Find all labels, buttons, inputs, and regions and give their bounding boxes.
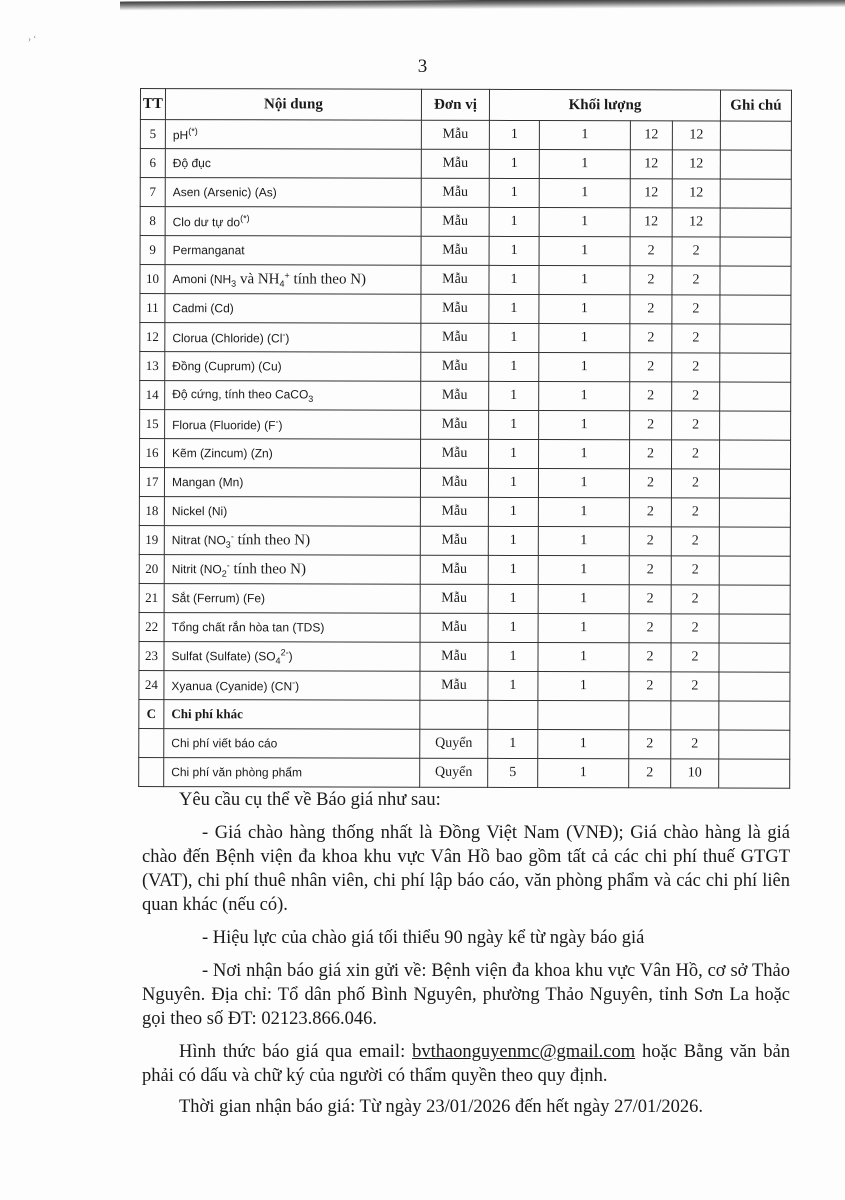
- cell-tt: 18: [139, 496, 164, 525]
- cell-content: [164, 584, 420, 614]
- cell-note: [720, 440, 791, 469]
- cell-quantity-q1: 1: [489, 120, 539, 149]
- submission-prefix: Hình thức báo giá qua email:: [179, 1042, 413, 1062]
- cell-unit: Mẫu: [421, 207, 489, 236]
- cell-note: [720, 150, 791, 179]
- table-row: [140, 265, 791, 296]
- cell-quantity-q2: 1: [538, 672, 629, 701]
- cell-quantity-q2: 1: [539, 179, 630, 208]
- cell-tt: 5: [140, 120, 165, 149]
- superscript: -: [282, 329, 286, 340]
- cell-tt: 16: [140, 439, 165, 468]
- cell-quantity-q1: 1: [488, 642, 538, 671]
- table-row: [139, 525, 790, 556]
- cell-content: [165, 381, 421, 411]
- cell-quantity-q1: 1: [489, 149, 539, 178]
- cell-quantity-q3: 2: [629, 614, 671, 643]
- cell-unit: Mẫu: [420, 526, 488, 555]
- cell-unit: Mẫu: [420, 584, 488, 613]
- table-row: [140, 294, 791, 325]
- cell-quantity-q1: 1: [489, 207, 539, 236]
- cell-quantity-q2: 1: [539, 353, 630, 382]
- cell-note: [720, 411, 791, 440]
- cell-quantity-q1: 1: [488, 729, 538, 758]
- cell-content: [165, 294, 421, 324]
- cell-content: [165, 352, 421, 382]
- cell-quantity-q1: 1: [489, 323, 539, 352]
- cell-quantity-q2: 1: [539, 382, 630, 411]
- cell-quantity-q2: 1: [539, 324, 630, 353]
- cell-unit: Mẫu: [421, 381, 489, 410]
- cell-quantity-q3: 12: [630, 121, 672, 150]
- cell-quantity-q2: 1: [539, 121, 630, 150]
- cell-unit: Mẫu: [421, 236, 489, 265]
- cell-quantity-q2: 1: [538, 556, 629, 585]
- cell-note: [719, 672, 790, 701]
- superscript: 2-: [280, 647, 289, 658]
- cell-quantity-q2: 1: [539, 295, 630, 324]
- cell-quantity-q3: 2: [629, 527, 671, 556]
- cell-quantity-q1: 1: [489, 265, 539, 294]
- cell-tt: 19: [139, 525, 164, 554]
- cell-unit: Mẫu: [421, 352, 489, 381]
- cell-content: [164, 758, 420, 788]
- cell-content: [165, 178, 421, 208]
- cell-content: [165, 323, 421, 353]
- cell-note: [720, 266, 791, 295]
- cell-content: [164, 729, 420, 759]
- cell-quantity-q2: 1: [538, 585, 629, 614]
- content-text: Clo dư tự do: [172, 215, 241, 230]
- cell-unit: Mẫu: [420, 468, 488, 497]
- cell-quantity-q2: 1: [539, 411, 630, 440]
- cell-quantity-q2: 1: [539, 440, 630, 469]
- superscript: (*): [188, 126, 198, 137]
- header-content: Nội dung: [165, 89, 421, 121]
- cell-note: [720, 353, 791, 382]
- cell-quantity-q4: 2: [671, 498, 719, 527]
- content-text: Kẽm (Zincum) (Zn): [172, 446, 273, 461]
- cell-quantity-q1: 1: [488, 526, 538, 555]
- cell-quantity-q4: 2: [671, 730, 719, 759]
- cell-quantity-q4: 2: [672, 382, 720, 411]
- content-text: Amoni (NH: [172, 271, 232, 287]
- cell-quantity-q1: 1: [488, 671, 538, 700]
- cell-unit: Mẫu: [420, 497, 488, 526]
- cell-note: [719, 614, 790, 643]
- cell-quantity-q2: 1: [539, 208, 630, 237]
- cell-content: [164, 671, 420, 701]
- cell-note: [719, 556, 790, 585]
- cell-tt: 21: [139, 583, 164, 612]
- cell-quantity-q4: 2: [672, 411, 720, 440]
- cell-note: [720, 121, 791, 150]
- email-link[interactable]: bvthaonguyenmc@gmail.com: [412, 1042, 636, 1062]
- cell-quantity-q2: 1: [538, 614, 629, 643]
- table-row: [139, 670, 790, 701]
- content-text: Nitrat (NO: [171, 532, 226, 548]
- cell-content: Chi phí khác: [164, 700, 420, 730]
- scan-artifact: › ‘: [28, 34, 37, 44]
- superscript: +: [284, 270, 290, 281]
- cell-content: [165, 236, 421, 266]
- cell-unit: Mẫu: [420, 613, 488, 642]
- table-row: [140, 207, 791, 238]
- table-row: [139, 641, 790, 672]
- cell-quantity-q4: 12: [672, 150, 720, 179]
- requirement-submission: [142, 1040, 790, 1088]
- cell-tt: 12: [140, 323, 165, 352]
- cell-note: [720, 179, 791, 208]
- cell-note: [719, 527, 790, 556]
- cell-empty: [488, 700, 538, 729]
- cell-quantity-q4: 2: [671, 585, 719, 614]
- section-row-c: [139, 699, 790, 730]
- cell-quantity-q3: 2: [630, 237, 672, 266]
- cell-content: [165, 439, 421, 469]
- header-tt: TT: [140, 89, 165, 120]
- cell-quantity-q2: 1: [538, 643, 629, 672]
- cell-unit: Mẫu: [421, 178, 489, 207]
- table-row: [140, 381, 791, 412]
- content-text: Nitrit (NO: [171, 561, 222, 577]
- requirement-timeframe: Thời gian nhận báo giá: Từ ngày 23/01/2026 đến hết ngày 27/01/2026.: [179, 1097, 704, 1117]
- content-text: Sulfat (Sulfate) (SO: [171, 648, 276, 664]
- content-text: Mangan (Mn): [171, 475, 244, 490]
- table-row: [140, 149, 791, 180]
- content-text: ): [285, 331, 290, 346]
- cell-content: [165, 265, 421, 295]
- table-row: [140, 352, 791, 383]
- content-text: Tổng chất rắn hòa tan (TDS): [171, 620, 325, 635]
- cell-unit: Mẫu: [420, 555, 488, 584]
- cell-tt: 9: [140, 236, 165, 265]
- superscript: -: [230, 531, 234, 542]
- cell-empty: [629, 701, 671, 730]
- cell-tt: [139, 757, 164, 786]
- cell-content: [164, 468, 420, 498]
- content-text: tính theo N): [229, 561, 307, 578]
- content-text: Độ cứng, tính theo CaCO: [172, 386, 309, 402]
- cell-quantity-q1: 1: [489, 439, 539, 468]
- cell-quantity-q2: 1: [539, 237, 630, 266]
- quotation-table: [138, 88, 792, 789]
- cell-quantity-q1: 1: [488, 584, 538, 613]
- table-row: [139, 612, 790, 643]
- cell-quantity-q3: 2: [630, 353, 672, 382]
- content-text: Nickel (Ni): [171, 504, 228, 519]
- superscript: -: [292, 677, 296, 688]
- superscript: -: [275, 416, 279, 427]
- subscript: 4: [275, 655, 281, 666]
- cell-unit: Mẫu: [421, 439, 489, 468]
- cell-quantity-q4: 12: [672, 208, 720, 237]
- cell-content: [164, 555, 420, 585]
- cell-quantity-q4: 12: [672, 121, 720, 150]
- cell-quantity-q1: 1: [489, 294, 539, 323]
- cell-quantity-q1: 5: [488, 758, 538, 787]
- cell-empty: [719, 701, 790, 730]
- cell-note: [719, 759, 790, 788]
- cell-tt: 7: [140, 178, 165, 207]
- table-row: [140, 410, 791, 441]
- cell-empty: [420, 700, 488, 729]
- content-text: Xyanua (Cyanide) (CN: [171, 679, 293, 694]
- content-text: và NH: [236, 271, 280, 288]
- cell-unit: Mẫu: [421, 410, 489, 439]
- cell-unit: Mẫu: [420, 671, 488, 700]
- cell-quantity-q3: 2: [629, 556, 671, 585]
- content-text: Đồng (Cuprum) (Cu): [172, 359, 282, 374]
- content-text: ): [278, 418, 283, 433]
- cell-quantity-q3: 2: [630, 382, 672, 411]
- cell-quantity-q4: 2: [672, 295, 720, 324]
- content-text: Asen (Arsenic) (As): [172, 185, 277, 200]
- table-row: [139, 468, 790, 499]
- cell-tt: 17: [139, 468, 164, 497]
- cell-tt: 20: [139, 554, 164, 583]
- cell-quantity-q3: 2: [630, 266, 672, 295]
- cell-empty: [671, 701, 719, 730]
- cell-quantity-q2: 1: [539, 150, 630, 179]
- table-row: [140, 439, 791, 470]
- cell-content: [164, 613, 420, 643]
- cell-quantity-q3: 2: [629, 672, 671, 701]
- table-header-row: [140, 89, 791, 122]
- cell-quantity-q4: 2: [672, 237, 720, 266]
- cell-quantity-q4: 2: [672, 353, 720, 382]
- cell-content: [165, 120, 421, 150]
- cell-unit: Mẫu: [421, 149, 489, 178]
- cell-quantity-q1: 1: [488, 613, 538, 642]
- cell-content: [164, 526, 420, 556]
- cell-tt: 13: [140, 352, 165, 381]
- cell-quantity-q3: 2: [630, 324, 672, 353]
- content-text: tính theo N): [233, 532, 311, 549]
- cell-content: [164, 642, 420, 672]
- requirements-section: [142, 788, 790, 1128]
- table-row: [139, 554, 790, 585]
- subscript: 3: [225, 539, 231, 550]
- cell-note: [720, 295, 791, 324]
- cell-quantity-q2: 1: [538, 759, 629, 788]
- table-row: [139, 583, 790, 614]
- subscript: 3: [308, 393, 314, 404]
- cell-quantity-q3: 2: [629, 759, 671, 788]
- cell-note: [720, 208, 791, 237]
- page-number: 3: [417, 56, 428, 77]
- content-text: ): [288, 649, 293, 664]
- cell-tt: 11: [140, 294, 165, 323]
- cell-quantity-q4: 2: [672, 324, 720, 353]
- cell-empty: [538, 701, 629, 730]
- table-row: [140, 120, 791, 151]
- cell-quantity-q4: 2: [671, 643, 719, 672]
- cell-note: [720, 324, 791, 353]
- cell-tt: 10: [140, 265, 165, 294]
- cell-content: [165, 149, 421, 179]
- cell-quantity-q4: 12: [672, 179, 720, 208]
- requirements-heading: Yêu cầu cụ thể về Báo giá như sau:: [179, 790, 441, 810]
- header-note: Ghi chú: [720, 90, 791, 121]
- subscript: 2: [221, 568, 227, 579]
- content-text: Cadmi (Cd): [172, 301, 234, 316]
- cell-note: [719, 498, 790, 527]
- cell-quantity-q4: 2: [671, 527, 719, 556]
- cell-quantity-q2: 1: [538, 527, 629, 556]
- cell-unit: Mẫu: [421, 323, 489, 352]
- cell-tt: 14: [140, 381, 165, 410]
- cell-quantity-q1: 1: [488, 468, 538, 497]
- table-row: [139, 757, 790, 788]
- content-text: Clorua (Chloride) (Cl: [172, 331, 283, 346]
- cell-quantity-q4: 2: [671, 672, 719, 701]
- cell-quantity-q2: 1: [538, 730, 629, 759]
- content-text: Chi phí văn phòng phẩm: [171, 765, 302, 780]
- cell-quantity-q3: 12: [630, 208, 672, 237]
- cell-note: [719, 469, 790, 498]
- cell-tt: 8: [140, 207, 165, 236]
- cell-unit: Mẫu: [421, 120, 489, 149]
- content-text: Độ đục: [172, 156, 211, 171]
- table-body: [139, 120, 792, 789]
- table-row: [139, 496, 790, 527]
- cell-quantity-q4: 2: [671, 556, 719, 585]
- table-row: [139, 728, 790, 759]
- content-text: tính theo N): [289, 271, 367, 288]
- cell-quantity-q1: 1: [488, 497, 538, 526]
- cell-quantity-q3: 2: [629, 585, 671, 614]
- cell-quantity-q2: 1: [538, 498, 629, 527]
- content-text: Sắt (Ferrum) (Fe): [171, 591, 266, 606]
- cell-note: [720, 382, 791, 411]
- cell-unit: Mẫu: [420, 642, 488, 671]
- content-text: Permanganat: [172, 243, 245, 258]
- cell-quantity-q4: 2: [672, 440, 720, 469]
- cell-quantity-q3: 12: [630, 179, 672, 208]
- cell-quantity-q1: 1: [489, 381, 539, 410]
- cell-tt: 24: [139, 670, 164, 699]
- submission-suffix: hoặc Bằng văn bản phải có dấu và chữ ký của người có thẩm quyền theo quy định.: [142, 1042, 790, 1086]
- header-quantity: Khối lượng: [489, 89, 720, 121]
- requirement-validity: - Hiệu lực của chào giá tối thiểu 90 ngày kể từ ngày báo giá: [202, 928, 645, 948]
- superscript: -: [226, 560, 230, 571]
- cell-quantity-q3: 2: [629, 469, 671, 498]
- cell-unit: Mẫu: [421, 265, 489, 294]
- cell-quantity-q4: 2: [672, 266, 720, 295]
- cell-quantity-q2: 1: [538, 469, 629, 498]
- cell-quantity-q1: 1: [489, 236, 539, 265]
- cell-quantity-q3: 2: [630, 295, 672, 324]
- content-text: Chi phí viết báo cáo: [171, 736, 278, 751]
- cell-note: [719, 643, 790, 672]
- cell-quantity-q3: 12: [630, 150, 672, 179]
- content-text: pH: [172, 128, 189, 143]
- cell-quantity-q3: 2: [630, 440, 672, 469]
- cell-quantity-q1: 1: [489, 352, 539, 381]
- cell-unit: Quyển: [420, 758, 488, 787]
- cell-content: [165, 207, 421, 237]
- header-unit: Đơn vị: [421, 89, 489, 120]
- cell-quantity-q3: 2: [630, 411, 672, 440]
- table-row: [140, 236, 791, 267]
- cell-tt: 22: [139, 612, 164, 641]
- requirement-recipient: - Nơi nhận báo giá xin gửi về: Bệnh viện đa khoa khu vực Vân Hồ, cơ sở Thảo Nguyên. Địa chỉ: Tổ dân phố Bình Nguyên, phường Thảo Nguyên, tỉnh Sơn La hoặc gọi theo số ĐT: 02123.866.046.: [142, 961, 790, 1029]
- cell-quantity-q1: 1: [489, 410, 539, 439]
- cell-quantity-q4: 10: [671, 759, 719, 788]
- cell-tt: [139, 728, 164, 757]
- content-text: ): [295, 679, 300, 694]
- cell-tt: 23: [139, 641, 164, 670]
- cell-note: [720, 237, 791, 266]
- subscript: 4: [279, 278, 285, 289]
- cell-tt: 6: [140, 149, 165, 178]
- cell-quantity-q2: 1: [539, 266, 630, 295]
- scan-edge-shadow: [120, 0, 845, 11]
- table-row: [140, 178, 791, 209]
- cell-note: [719, 730, 790, 759]
- cell-quantity-q4: 2: [671, 614, 719, 643]
- requirement-price-currency: - Giá chào hàng thống nhất là Đồng Việt Nam (VNĐ); Giá chào hàng là giá chào đến Bệnh viện đa khoa khu vực Vân Hồ bao gồm tất cả các chi phí thuế GTGT (VAT), chi phí thuê nhân viên, chi phí lập báo cáo, văn phòng phẩm và các chi phí liên quan khác (nếu có).: [142, 823, 790, 915]
- cell-tt: C: [139, 699, 164, 728]
- superscript: (*): [240, 213, 250, 224]
- cell-unit: Mẫu: [421, 294, 489, 323]
- cell-content: [165, 410, 421, 440]
- table-row: [140, 323, 791, 354]
- cell-quantity-q3: 2: [629, 730, 671, 759]
- cell-quantity-q3: 2: [629, 643, 671, 672]
- cell-note: [719, 585, 790, 614]
- cell-quantity-q4: 2: [671, 469, 719, 498]
- content-text: Florua (Fluoride) (F: [172, 418, 276, 433]
- subscript: 3: [231, 278, 237, 289]
- cell-quantity-q1: 1: [488, 555, 538, 584]
- cell-content: [164, 497, 420, 527]
- cell-tt: 15: [140, 410, 165, 439]
- cell-quantity-q1: 1: [489, 178, 539, 207]
- cell-unit: Quyển: [420, 729, 488, 758]
- cell-quantity-q3: 2: [629, 498, 671, 527]
